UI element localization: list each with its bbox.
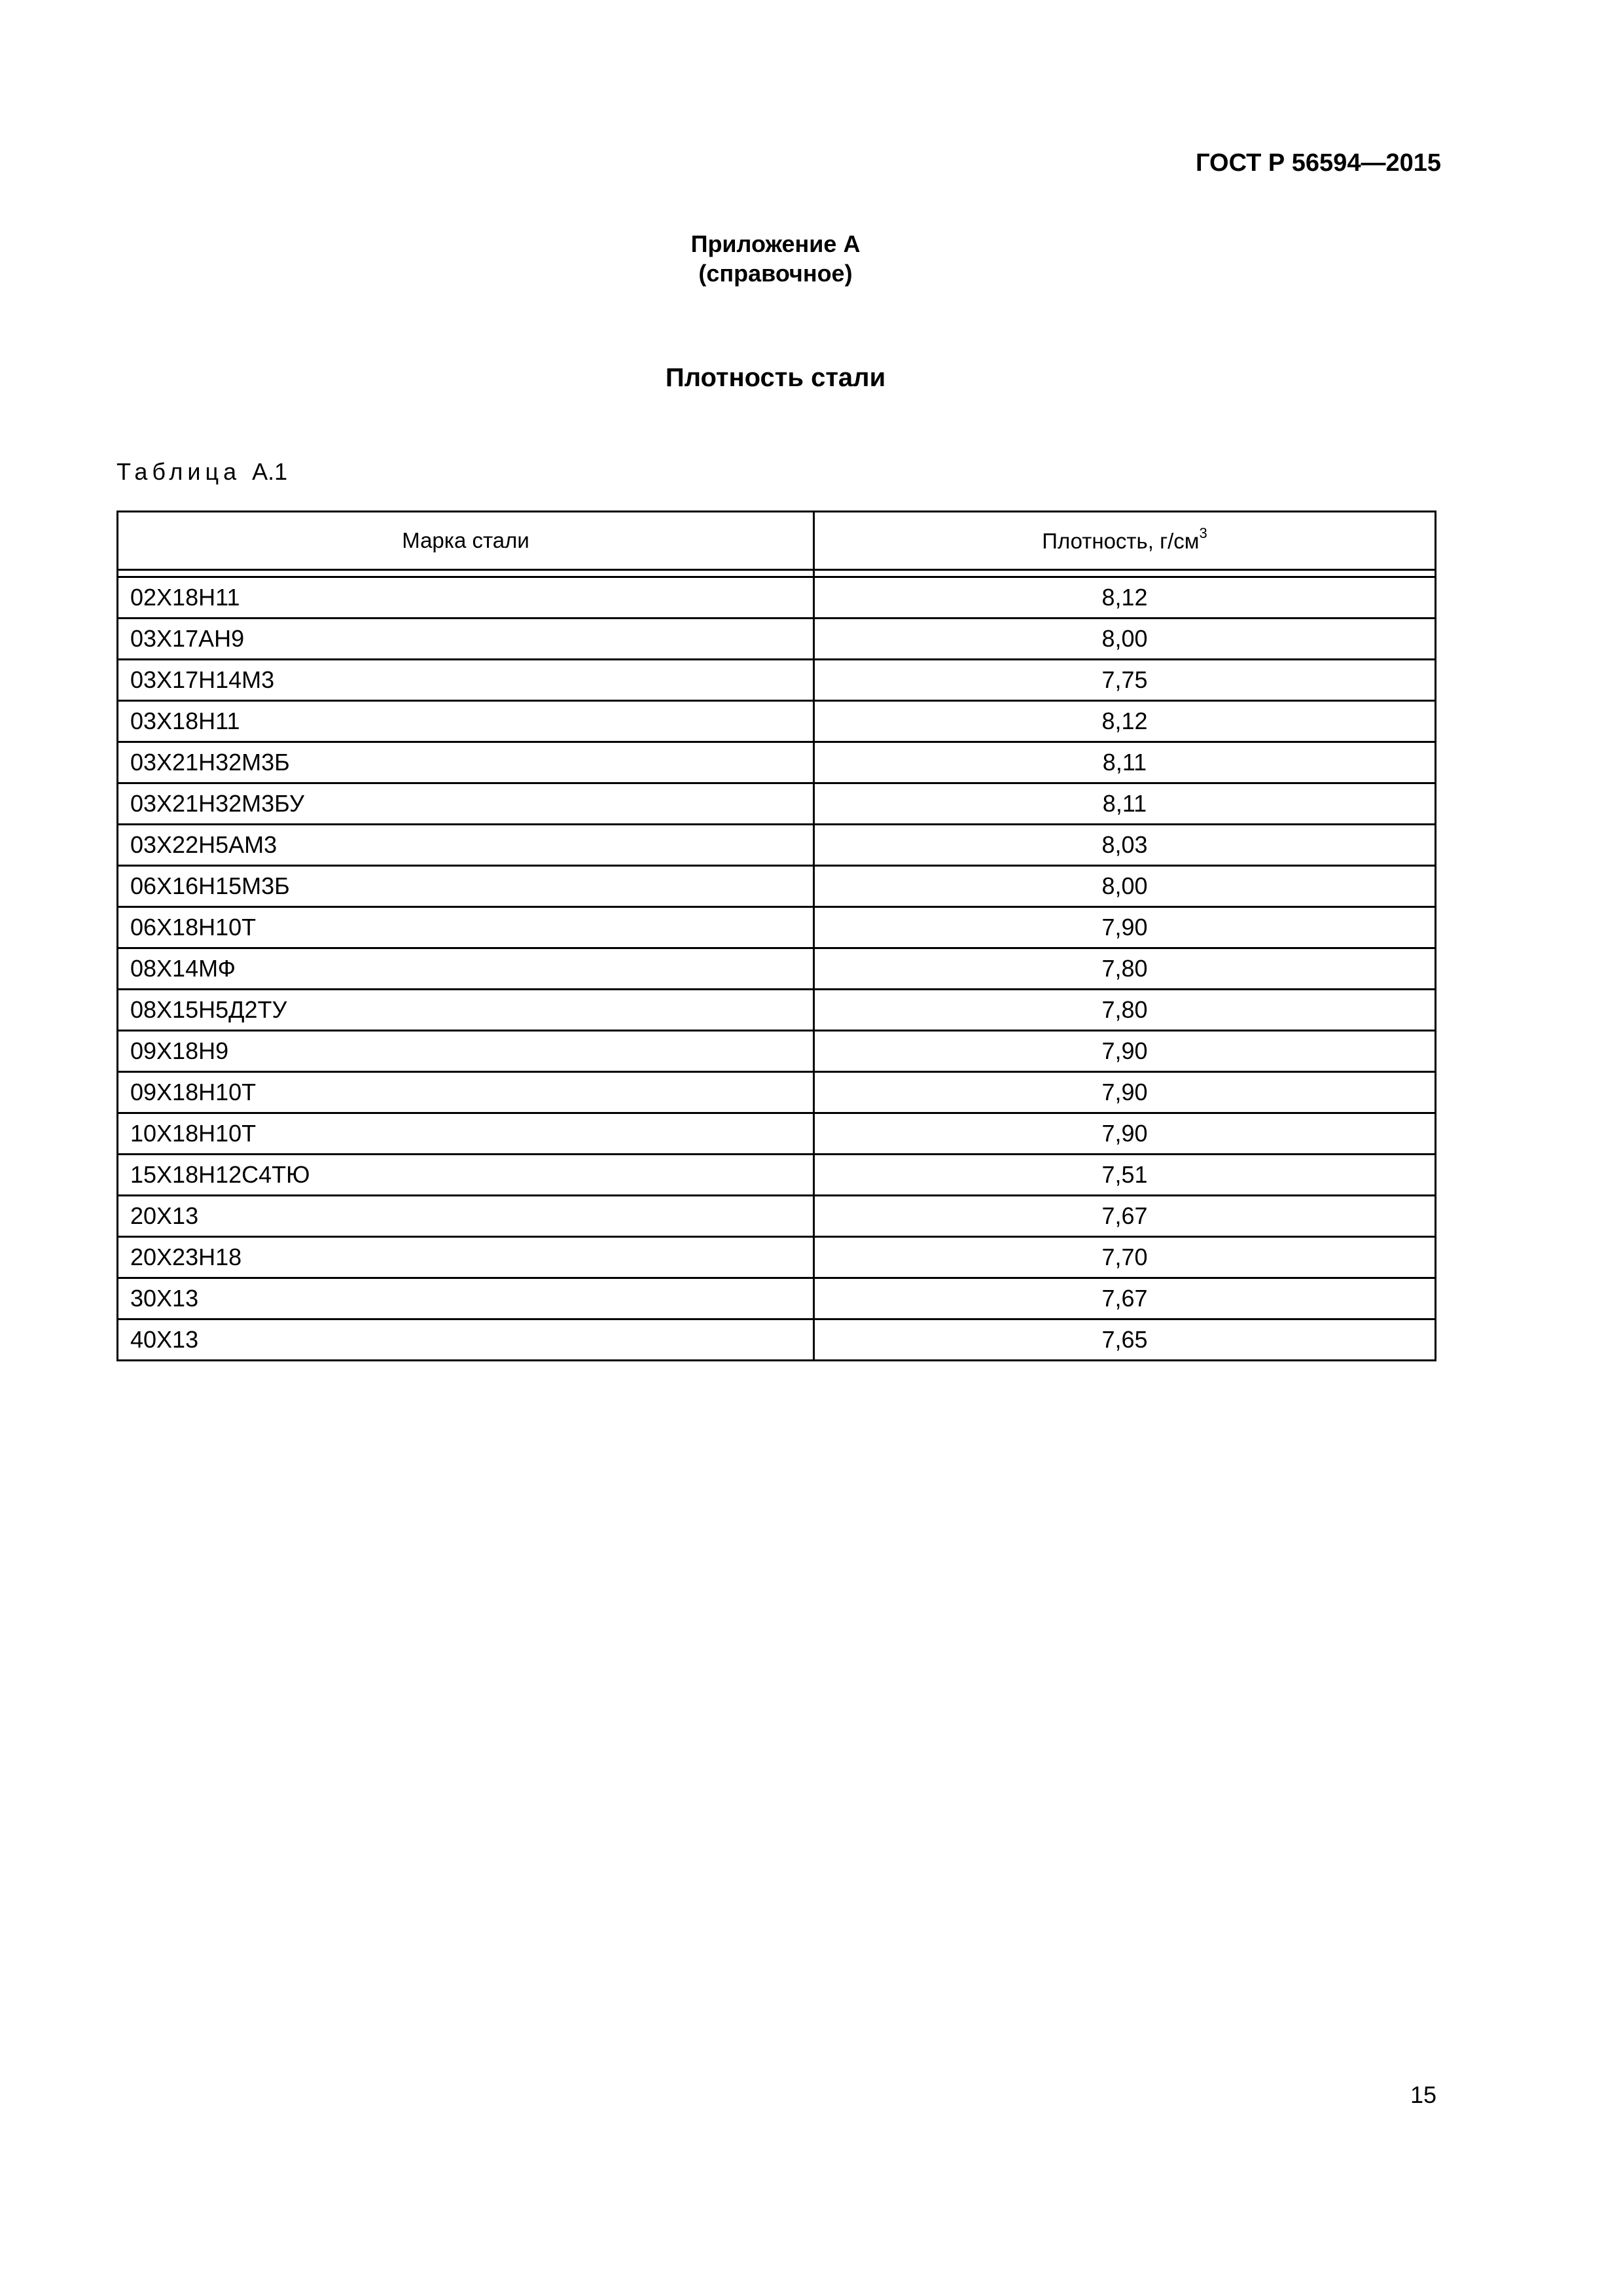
table-row (118, 1113, 1436, 1155)
table-row (118, 907, 1436, 948)
density-cell: 7,65 (814, 1319, 1436, 1361)
steel-grade-cell: 03Х21Н32М3Б (118, 742, 814, 783)
table-body (118, 577, 1436, 1361)
density-cell: 7,90 (814, 1072, 1436, 1113)
density-cell: 7,67 (814, 1278, 1436, 1319)
steel-grade-cell: 03Х17Н14М3 (118, 660, 814, 701)
steel-grade-cell: 08Х15Н5Д2ТУ (118, 990, 814, 1031)
table-caption-word: Таблица (116, 458, 241, 485)
density-cell: 8,12 (814, 701, 1436, 742)
steel-grade-cell: 03Х22Н5АМ3 (118, 825, 814, 866)
density-cell: 7,90 (814, 1113, 1436, 1155)
table-row (118, 948, 1436, 990)
steel-grade-cell: 20Х23Н18 (118, 1237, 814, 1278)
steel-grade-cell: 40Х13 (118, 1319, 814, 1361)
density-cell: 7,67 (814, 1196, 1436, 1237)
density-cell: 8,12 (814, 577, 1436, 619)
steel-grade-cell: 30Х13 (118, 1278, 814, 1319)
steel-grade-cell: 20Х13 (118, 1196, 814, 1237)
density-cell: 7,70 (814, 1237, 1436, 1278)
table-row (118, 1072, 1436, 1113)
table-row (118, 866, 1436, 907)
table-row (118, 1319, 1436, 1361)
steel-grade-cell: 03Х21Н32М3БУ (118, 783, 814, 825)
header-separator (118, 570, 1436, 577)
table-row (118, 701, 1436, 742)
table-row (118, 783, 1436, 825)
column-header-density-label: Плотность, г/см (1042, 529, 1200, 553)
table-row (118, 1155, 1436, 1196)
table-row (118, 577, 1436, 619)
steel-grade-cell: 09Х18Н10Т (118, 1072, 814, 1113)
table-header-row (118, 512, 1436, 570)
section-title: Плотность стали (665, 363, 886, 392)
table-row (118, 1196, 1436, 1237)
table-row (118, 1278, 1436, 1319)
table-row (118, 1237, 1436, 1278)
column-header-grade: Марка стали (118, 512, 814, 570)
appendix-subtitle: (справочное) (698, 260, 853, 287)
document-code: ГОСТ Р 56594—2015 (1196, 149, 1441, 177)
density-cell: 8,03 (814, 825, 1436, 866)
table-caption (116, 458, 287, 486)
density-cell: 8,00 (814, 619, 1436, 660)
steel-grade-cell: 06Х18Н10Т (118, 907, 814, 948)
density-cell: 8,11 (814, 742, 1436, 783)
steel-density-table (116, 511, 1436, 1361)
steel-grade-cell: 10Х18Н10Т (118, 1113, 814, 1155)
steel-grade-cell: 08Х14МФ (118, 948, 814, 990)
column-header-density (814, 512, 1436, 570)
table-row (118, 990, 1436, 1031)
density-cell: 7,90 (814, 1031, 1436, 1072)
density-cell: 7,90 (814, 907, 1436, 948)
appendix-title: Приложение А (690, 230, 861, 257)
table-row (118, 660, 1436, 701)
appendix-heading (0, 229, 1551, 288)
density-cell: 8,00 (814, 866, 1436, 907)
steel-grade-cell: 03Х18Н11 (118, 701, 814, 742)
steel-grade-cell: 02Х18Н11 (118, 577, 814, 619)
page-number: 15 (1410, 2081, 1436, 2108)
density-cell: 7,51 (814, 1155, 1436, 1196)
density-cell: 7,80 (814, 990, 1436, 1031)
steel-grade-cell: 09Х18Н9 (118, 1031, 814, 1072)
table-row (118, 825, 1436, 866)
density-cell: 8,11 (814, 783, 1436, 825)
steel-grade-cell: 06Х16Н15М3Б (118, 866, 814, 907)
table-row (118, 619, 1436, 660)
unit-exponent: 3 (1199, 525, 1207, 541)
density-cell: 7,75 (814, 660, 1436, 701)
density-cell: 7,80 (814, 948, 1436, 990)
table-row (118, 1031, 1436, 1072)
steel-grade-cell: 03Х17АН9 (118, 619, 814, 660)
table-row (118, 742, 1436, 783)
steel-grade-cell: 15Х18Н12С4ТЮ (118, 1155, 814, 1196)
table-caption-number: А.1 (252, 458, 288, 485)
